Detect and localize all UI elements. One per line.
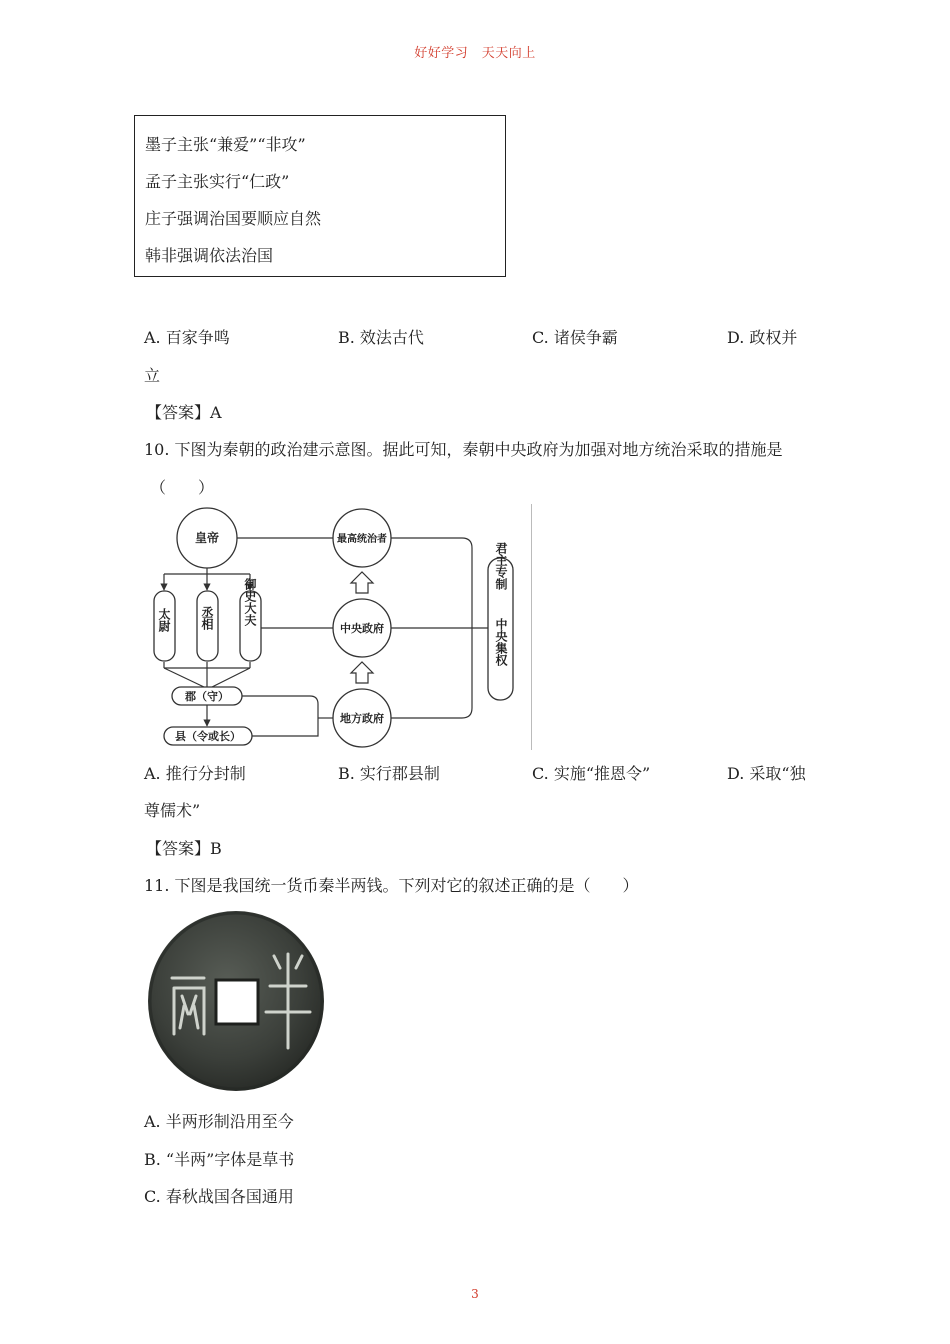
side-label-top: 君主专制: [494, 542, 508, 590]
q9-answer: 【答案】A: [146, 403, 222, 422]
quote-line-zhuangzi: 庄子强调治国要顺应自然: [145, 209, 322, 228]
q10-option-d[interactable]: D. 采取“独: [727, 764, 806, 783]
q11-stem: 11. 下图是我国统一货币秦半两钱。下列对它的叙述正确的是（ ）: [144, 876, 639, 895]
q9-option-c[interactable]: C. 诸侯争霸: [532, 328, 618, 347]
up-arrow-icon: [351, 572, 373, 593]
quote-line-mozi: 墨子主张“兼爱”“非攻”: [145, 135, 306, 154]
side-label-bottom: 中央集权: [494, 618, 508, 666]
q10-option-d-continued: 尊儒术”: [144, 801, 201, 820]
q10-stem-blank: （ ）: [150, 478, 215, 497]
page-number: 3: [471, 1287, 479, 1301]
yushi-label: 御史大夫: [243, 578, 257, 626]
q11-option-b[interactable]: B. “半两”字体是草书: [144, 1150, 295, 1169]
supreme-ruler-label: 最高统治者: [337, 534, 387, 545]
local-government-label: 地方政府: [340, 712, 384, 725]
q11-option-c[interactable]: C. 春秋战国各国通用: [144, 1187, 294, 1206]
q9-option-a[interactable]: A. 百家争鸣: [144, 328, 230, 347]
q10-answer: 【答案】B: [146, 839, 222, 858]
quote-line-mengzi: 孟子主张实行“仁政”: [145, 172, 290, 191]
quote-line-hanfei: 韩非强调依法治国: [145, 246, 274, 265]
q10-option-b[interactable]: B. 实行郡县制: [338, 764, 440, 783]
q9-option-b[interactable]: B. 效法古代: [338, 328, 424, 347]
quote-box: [134, 115, 506, 277]
divider-line: [531, 504, 532, 750]
q9-option-d[interactable]: D. 政权并: [727, 328, 798, 347]
xian-label: 县（令或长）: [175, 730, 241, 743]
chengxiang-label: 丞相: [200, 606, 214, 630]
q10-stem: 10. 下图为秦朝的政治建示意图。据此可知，秦朝中央政府为加强对地方统治采取的措施是: [144, 440, 783, 459]
ban-liang-coin-image: [146, 910, 326, 1092]
q11-option-a[interactable]: A. 半两形制沿用至今: [144, 1112, 294, 1131]
qin-political-structure-diagram: [140, 498, 530, 756]
central-government-label: 中央政府: [340, 622, 384, 635]
page-header-slogan: 好好学习 天天向上: [414, 46, 536, 61]
q10-option-c[interactable]: C. 实施“推恩令”: [532, 764, 651, 783]
up-arrow-icon: [351, 662, 373, 683]
q9-option-d-continued: 立: [144, 366, 161, 385]
jun-label: 郡（守）: [185, 690, 229, 703]
q10-option-a[interactable]: A. 推行分封制: [144, 764, 246, 783]
emperor-label: 皇帝: [194, 531, 220, 545]
taiwei-label: 太尉: [157, 608, 171, 632]
